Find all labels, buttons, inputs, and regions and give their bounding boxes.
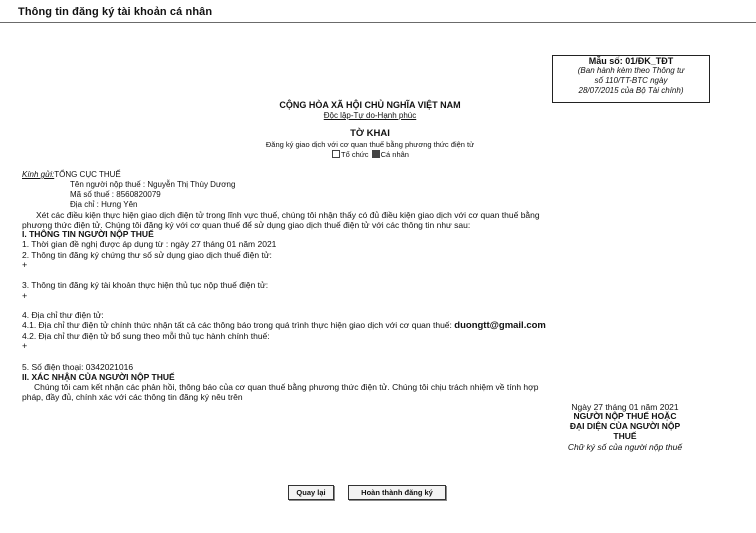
- item-2-certificate: 2. Thông tin đăng ký chứng thư số sử dụng giao dịch thuế điện tử:: [22, 250, 272, 260]
- recipient-label: Kính gửi:: [22, 170, 55, 179]
- signature-note: Chữ ký số của người nộp thuế: [567, 442, 683, 452]
- form-title: TỜ KHAI: [350, 128, 390, 139]
- item-4-1-primary-email: [22, 320, 546, 331]
- org-checkbox[interactable]: [332, 150, 340, 158]
- nation-heading: CỘNG HÒA XÃ HỘI CHỦ NGHĨA VIỆT NAM: [279, 100, 461, 110]
- section-1-heading: I. THÔNG TIN NGƯỜI NỘP THUẾ: [22, 229, 154, 239]
- signature-role-1: NGƯỜI NỘP THUẾ HOẶC: [573, 411, 677, 421]
- item-5-phone: 5. Số điện thoại: 0342021016: [22, 362, 134, 372]
- person-option-label: Cá nhân: [380, 150, 409, 159]
- section-2-heading: II. XÁC NHẬN CỦA NGƯỜI NỘP THUẾ: [22, 372, 175, 382]
- form-note-3: 28/07/2015 của Bộ Tài chính): [578, 86, 684, 95]
- item-1-start-date: 1. Thời gian đề nghị được áp dụng từ : ngày 27 tháng 01 năm 2021: [22, 239, 277, 249]
- item-4-2-extra-email: 4.2. Địa chỉ thư điện tử bổ sung theo mỗi thủ tục hành chính thuế:: [22, 331, 270, 341]
- form-note-1: (Ban hành kèm theo Thông tư: [577, 66, 685, 75]
- confirmation-line-2: pháp, đầy đủ, chính xác với các thông tin đăng ký nêu trên: [22, 392, 243, 402]
- taxpayer-address: Địa chỉ : Hưng Yên: [70, 200, 138, 209]
- item-3-plus: +: [22, 291, 28, 301]
- recipient-line: [22, 170, 121, 179]
- tax-code: Mã số thuế : 8560820079: [70, 190, 161, 199]
- motto: Độc lập-Tự do-Hạnh phúc: [323, 111, 417, 120]
- recipient-value: TỔNG CỤC THUẾ: [54, 170, 121, 179]
- taxpayer-name: Tên người nộp thuế : Nguyễn Thị Thùy Dương: [70, 180, 236, 189]
- item-4-plus: +: [22, 341, 28, 351]
- org-option-label: Tổ chức: [341, 150, 369, 159]
- primary-email-value: duongtt@gmail.com: [454, 320, 546, 331]
- title-divider: [0, 22, 756, 23]
- form-code-box: [552, 55, 710, 103]
- signature-role-2: ĐẠI DIỆN CỦA NGƯỜI NỘP: [569, 421, 681, 431]
- signature-role-3: THUẾ: [613, 431, 637, 441]
- finish-registration-button[interactable]: Hoàn thành đăng ký: [348, 485, 446, 500]
- person-checkbox[interactable]: [372, 150, 380, 158]
- page-title: Thông tin đăng ký tài khoản cá nhân: [18, 6, 213, 18]
- applicant-type-options: [200, 150, 540, 159]
- confirmation-line-1: Chúng tôi cam kết nhận các phản hồi, thông báo của cơ quan thuế bằng phương thức điện tử. Chúng tôi chịu trách nhiệm về tính hợp: [34, 382, 539, 392]
- intro-line-1: Xét các điều kiện thực hiện giao dịch điện tử trong lĩnh vực thuế, chúng tôi nhận thấy có đủ điều kiện giao dịch với cơ quan thuế bằng: [36, 210, 540, 220]
- back-button[interactable]: Quay lại: [288, 485, 334, 500]
- item-3-account: 3. Thông tin đăng ký tài khoản thực hiện thủ tục nộp thuế điện tử:: [22, 280, 269, 290]
- item-2-plus: +: [22, 260, 28, 270]
- item-4-1-label: 4.1. Địa chỉ thư điện tử chính thức nhận tất cả các thông báo trong quá trình thực hiện giao dịch với cơ quan thuế:: [22, 320, 452, 330]
- form-code: Mẫu số: 01/ĐK_TĐT: [588, 56, 674, 66]
- form-note-2: số 110/TT-BTC ngày: [594, 76, 668, 85]
- intro-line-2: phương thức điện tử. Chúng tôi đăng ký với cơ quan thuế để sử dụng giao dịch thuế điện tử với các thông tin như sau:: [22, 220, 471, 230]
- form-subtitle: Đăng ký giao dịch với cơ quan thuế bằng phương thức điện tử: [265, 140, 475, 149]
- signature-date: Ngày 27 tháng 01 năm 2021: [571, 402, 679, 412]
- item-4-email: 4. Địa chỉ thư điện tử:: [22, 310, 104, 320]
